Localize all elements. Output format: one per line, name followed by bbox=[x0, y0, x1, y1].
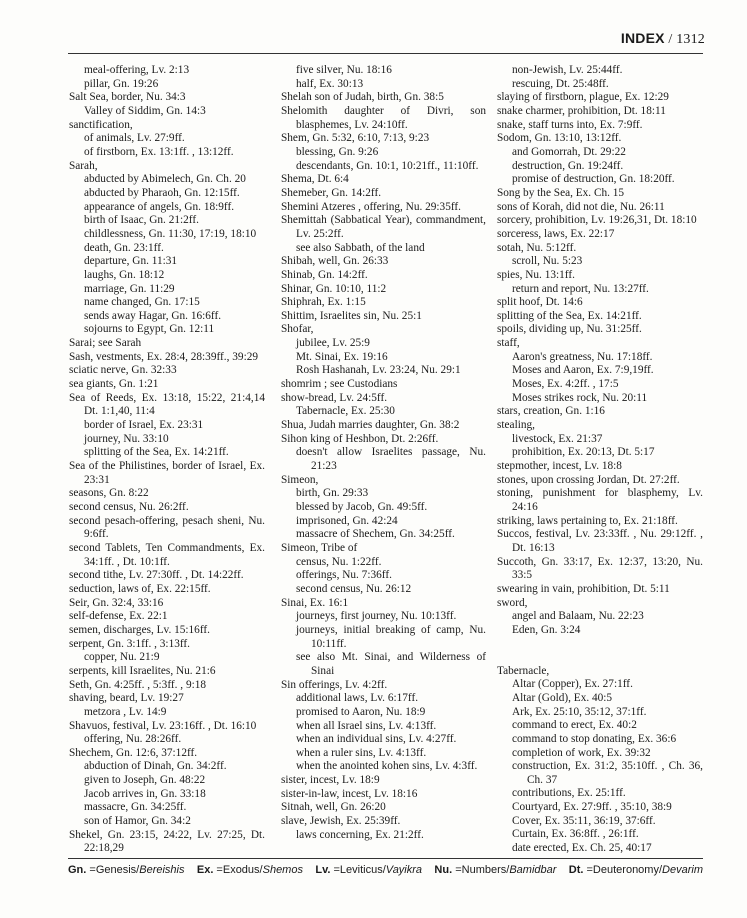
index-entry: Shibah, well, Gn. 26:33 bbox=[281, 255, 389, 268]
index-subentry: sends away Hagar, Gn. 16:6ff. bbox=[84, 309, 222, 322]
index-entry: Shinar, Gn. 10:10, 11:2 bbox=[281, 282, 387, 295]
index-subentry: half, Ex. 30:13 bbox=[296, 77, 364, 90]
index-subentry: when all Israel sins, Lv. 4:13ff. bbox=[296, 719, 437, 732]
index-entry: sotah, Nu. 5:12ff. bbox=[497, 241, 577, 254]
index-entry: sword, bbox=[497, 596, 528, 609]
legend-abbr: Gn. bbox=[68, 864, 87, 876]
legend-transliteration: Devarim bbox=[662, 864, 703, 876]
index-subentry: see also Sabbath, of the land bbox=[296, 241, 425, 254]
legend-transliteration: Shemos bbox=[262, 864, 303, 876]
legend-meaning: =Exodus/ bbox=[213, 864, 263, 876]
index-subentry: birth of Isaac, Gn. 21:2ff. bbox=[84, 214, 199, 227]
index-subentry: rescuing, Dt. 25:48ff. bbox=[512, 77, 609, 90]
index-subentry: offering, Nu. 28:26ff. bbox=[84, 733, 182, 746]
index-subentry: command to stop donating, Ex. 36:6 bbox=[512, 732, 677, 745]
index-subentry: meal-offering, Lv. 2:13 bbox=[84, 64, 190, 76]
index-entry: sister, incest, Lv. 18:9 bbox=[281, 774, 380, 787]
index-subentry: Eden, Gn. 3:24 bbox=[512, 623, 581, 636]
index-subentry: promise of destruction, Gn. 18:20ff. bbox=[512, 173, 675, 186]
index-entry: swearing in vain, prohibition, Dt. 5:11 bbox=[497, 582, 670, 595]
index-subentry: laws concerning, Ex. 21:2ff. bbox=[296, 828, 424, 841]
index-entry: stars, creation, Gn. 1:16 bbox=[497, 405, 605, 418]
index-entry: snake charmer, prohibition, Dt. 18:11 bbox=[497, 104, 666, 117]
index-entry: Shechem, Gn. 12:6, 37:12ff. bbox=[69, 746, 198, 759]
index-subentry: abduction of Dinah, Gn. 34:2ff. bbox=[84, 760, 227, 773]
index-subentry: marriage, Gn. 11:29 bbox=[84, 282, 175, 295]
index-subentry: Moses strikes rock, Nu. 20:11 bbox=[512, 391, 648, 404]
top-rule bbox=[68, 53, 703, 54]
index-entry: Shema, Dt. 6:4 bbox=[281, 173, 349, 186]
index-column-3 bbox=[497, 64, 703, 856]
index-subentry: see also Mt. Sinai, and Wilderness of Sinai bbox=[296, 651, 486, 677]
index-entry: sea giants, Gn. 1:21 bbox=[69, 378, 159, 391]
index-subentry: Moses, Ex. 4:2ff. , 17:5 bbox=[512, 378, 619, 391]
index-entry: self-defense, Ex. 22:1 bbox=[69, 610, 168, 623]
index-subentry: jubilee, Lv. 25:9 bbox=[296, 337, 370, 350]
index-subentry: border of Israel, Ex. 23:31 bbox=[84, 419, 204, 432]
index-entry: Shofar, bbox=[281, 323, 314, 336]
index-entry: sister-in-law, incest, Lv. 18:16 bbox=[281, 787, 418, 800]
index-subentry: doesn't allow Israelites passage, Nu. 21:23 bbox=[296, 446, 486, 473]
index-entry: Song by the Sea, Ex. Ch. 15 bbox=[497, 186, 625, 199]
index-entry: Sin offerings, Lv. 4:2ff. bbox=[281, 678, 388, 691]
index-subentry: command to erect, Ex. 40:2 bbox=[512, 719, 637, 732]
index-entry: Shemeber, Gn. 14:2ff. bbox=[281, 186, 382, 199]
index-subentry: appearance of angels, Gn. 18:9ff. bbox=[84, 200, 235, 213]
index-entry: split hoof, Dt. 14:6 bbox=[497, 296, 583, 309]
index-subentry: blessing, Gn. 9:26 bbox=[296, 145, 379, 158]
header-separator: / bbox=[664, 32, 677, 47]
index-column-2 bbox=[281, 64, 486, 842]
index-subentry: non-Jewish, Lv. 25:44ff. bbox=[512, 64, 623, 76]
index-entry: second tithe, Lv. 27:30ff. , Dt. 14:22ff. bbox=[69, 569, 244, 582]
index-entry: Sitnah, well, Gn. 26:20 bbox=[281, 801, 386, 814]
index-subentry: destruction, Gn. 19:24ff. bbox=[512, 159, 624, 172]
index-entry: Shinab, Gn. 14:2ff. bbox=[281, 268, 368, 281]
index-entry: seasons, Gn. 8:22 bbox=[69, 487, 149, 500]
index-subentry: blessed by Jacob, Gn. 49:5ff. bbox=[296, 501, 428, 513]
index-subentry: livestock, Ex. 21:37 bbox=[512, 432, 603, 445]
index-subentry: Ark, Ex. 25:10, 35:12, 37:1ff. bbox=[512, 705, 647, 718]
index-subentry: Aaron's greatness, Nu. 17:18ff. bbox=[512, 350, 653, 363]
index-subentry: son of Hamor, Gn. 34:2 bbox=[84, 815, 191, 828]
legend-transliteration: Bamidbar bbox=[509, 864, 557, 876]
index-entry: Shelomith daughter of Divri, son blasphemes, Lv. 24:10ff. bbox=[281, 104, 486, 131]
index-subentry: when a ruler sins, Lv. 4:13ff. bbox=[296, 746, 427, 759]
index-subentry: completion of work, Ex. 39:32 bbox=[512, 746, 651, 759]
index-subentry: Rosh Hashanah, Lv. 23:24, Nu. 29:1 bbox=[296, 364, 461, 377]
index-subentry: contributions, Ex. 25:1ff. bbox=[512, 787, 626, 800]
index-entry: splitting of the Sea, Ex. 14:21ff. bbox=[497, 309, 642, 322]
legend-meaning: =Deuteronomy/ bbox=[583, 864, 663, 876]
index-entry: Shemittah (Sabbatical Year), commandment, Lv. 25:2ff. bbox=[281, 214, 486, 240]
index-entry: show-bread, Lv. 24:5ff. bbox=[281, 391, 388, 404]
index-entry: Sodom, Gn. 13:10, 13:12ff. bbox=[497, 132, 622, 145]
legend-abbr: Lv. bbox=[315, 864, 331, 876]
index-subentry: scroll, Nu. 5:23 bbox=[512, 255, 583, 268]
index-entry: Seir, Gn. 32:4, 33:16 bbox=[69, 596, 164, 609]
index-subentry: Altar (Copper), Ex. 27:1ff. bbox=[512, 678, 633, 691]
index-entry: stones, upon crossing Jordan, Dt. 27:2ff. bbox=[497, 473, 680, 486]
index-subentry: metzora , Lv. 14:9 bbox=[84, 705, 167, 718]
index-entry: Succoth, Gn. 33:17, Ex. 12:37, 13:20, Nu. 33:5 bbox=[497, 555, 703, 582]
index-entry: seduction, laws of, Ex. 22:15ff. bbox=[69, 582, 211, 595]
legend-abbr: Nu. bbox=[434, 864, 453, 876]
index-entry: sanctification, bbox=[69, 118, 133, 131]
index-entry: spoils, dividing up, Nu. 31:25ff. bbox=[497, 323, 642, 336]
index-column-1 bbox=[69, 64, 265, 856]
index-entry: Shemini Atzeres , offering, Nu. 29:35ff. bbox=[281, 200, 461, 213]
index-subentry: departure, Gn. 11:31 bbox=[84, 255, 178, 268]
index-subentry: offerings, Nu. 7:36ff. bbox=[296, 569, 392, 582]
index-subentry: descendants, Gn. 10:1, 10:21ff., 11:10ff. bbox=[296, 159, 479, 172]
index-entry: second census, Nu. 26:2ff. bbox=[69, 501, 189, 513]
legend-item bbox=[197, 864, 303, 876]
index-entry: Seth, Gn. 4:25ff. , 5:3ff. , 9:18 bbox=[69, 678, 207, 691]
index-subentry: sojourns to Egypt, Gn. 12:11 bbox=[84, 323, 215, 336]
page-header bbox=[621, 30, 705, 48]
legend-transliteration: Vayikra bbox=[385, 864, 423, 876]
legend-transliteration: Bereishis bbox=[139, 864, 185, 876]
legend-abbr: Dt. bbox=[568, 864, 584, 876]
index-entry: slave, Jewish, Ex. 25:39ff. bbox=[281, 815, 401, 828]
index-label: INDEX bbox=[620, 30, 665, 46]
index-subentry: Curtain, Ex. 36:8ff. , 26:1ff. bbox=[512, 828, 639, 841]
index-entry: Sihon king of Heshbon, Dt. 2:26ff. bbox=[281, 432, 439, 445]
bottom-rule bbox=[68, 858, 703, 859]
abbreviation-legend bbox=[68, 864, 703, 876]
index-entry: Succos, festival, Lv. 23:33ff. , Nu. 29:12ff. , Dt. 16:13 bbox=[497, 528, 703, 554]
index-subentry: childlessness, Gn. 11:30, 17:19, 18:10 bbox=[84, 227, 257, 240]
legend-meaning: =Leviticus/ bbox=[330, 864, 386, 876]
index-entry: Sea of the Philistines, border of Israel, Ex. 23:31 bbox=[69, 460, 265, 486]
index-subentry: construction, Ex. 31:2, 35:10ff. , Ch. 36, Ch. 37 bbox=[512, 760, 703, 786]
index-subentry: journeys, first journey, Nu. 10:13ff. bbox=[296, 610, 457, 623]
index-entry: Shelah son of Judah, birth, Gn. 38:5 bbox=[281, 91, 444, 104]
index-subentry: journey, Nu. 33:10 bbox=[84, 432, 169, 445]
index-entry: Simeon, Tribe of bbox=[281, 541, 358, 554]
index-subentry: when an individual sins, Lv. 4:27ff. bbox=[296, 733, 457, 746]
index-entry: shomrim ; see Custodians bbox=[281, 378, 398, 391]
index-subentry: of animals, Lv. 27:9ff. bbox=[84, 132, 185, 145]
legend-item bbox=[315, 864, 422, 876]
index-entry: serpent, Gn. 3:1ff. , 3:13ff. bbox=[69, 637, 191, 650]
index-entry: sorceress, laws, Ex. 22:17 bbox=[497, 227, 615, 240]
index-entry: Sarah, bbox=[69, 159, 98, 172]
index-entry: second Tablets, Ten Commandments, Ex. 34:1ff. , Dt. 10:1ff. bbox=[69, 541, 265, 568]
index-entry: Sea of Reeds, Ex. 13:18, 15:22, 21:4,14 Dt. 1:1,40, 11:4 bbox=[69, 391, 265, 418]
page-number: 1312 bbox=[676, 32, 705, 47]
index-subentry: of firstborn, Ex. 13:1ff. , 13:12ff. bbox=[84, 145, 234, 158]
index-subentry: second census, Nu. 26:12 bbox=[296, 582, 412, 595]
index-entry: staff, bbox=[497, 337, 520, 350]
index-entry: Shekel, Gn. 23:15, 24:22, Lv. 27:25, Dt. 22:18,29 bbox=[69, 828, 265, 855]
index-entry: Shem, Gn. 5:32, 6:10, 7:13, 9:23 bbox=[281, 132, 430, 145]
index-entry: striking, laws pertaining to, Ex. 21:18ff. bbox=[497, 514, 678, 527]
index-entry: Shiphrah, Ex. 1:15 bbox=[281, 296, 366, 309]
index-subentry: five silver, Nu. 18:16 bbox=[296, 64, 392, 76]
index-entry: serpents, kill Israelites, Nu. 21:6 bbox=[69, 664, 216, 677]
index-entry: Shittim, Israelites sin, Nu. 25:1 bbox=[281, 309, 422, 322]
index-subentry: death, Gn. 23:1ff. bbox=[84, 241, 164, 254]
index-entry: stepmother, incest, Lv. 18:8 bbox=[497, 460, 622, 473]
index-subentry: birth, Gn. 29:33 bbox=[296, 487, 369, 500]
index-entry: slaying of firstborn, plague, Ex. 12:29 bbox=[497, 91, 669, 104]
index-entry: Sash, vestments, Ex. 28:4, 28:39ff., 39:29 bbox=[69, 350, 259, 363]
index-subentry: copper, Nu. 21:9 bbox=[84, 651, 160, 664]
index-entry: stealing, bbox=[497, 419, 535, 432]
index-subentry: Altar (Gold), Ex. 40:5 bbox=[512, 691, 613, 704]
index-subentry: Tabernacle, Ex. 25:30 bbox=[296, 405, 395, 418]
index-entry: Simeon, bbox=[281, 473, 319, 486]
index-entry: snake, staff turns into, Ex. 7:9ff. bbox=[497, 118, 643, 131]
legend-abbr: Ex. bbox=[196, 864, 214, 876]
index-subentry: given to Joseph, Gn. 48:22 bbox=[84, 774, 206, 787]
index-entry: Sarai; see Sarah bbox=[69, 337, 142, 350]
index-subentry: when the anointed kohen sins, Lv. 4:3ff. bbox=[296, 760, 478, 773]
legend-meaning: =Genesis/ bbox=[86, 864, 140, 876]
index-subentry: splitting of the Sea, Ex. 14:21ff. bbox=[84, 446, 229, 459]
index-subentry: abducted by Pharaoh, Gn. 12:15ff. bbox=[84, 186, 240, 199]
index-subentry: massacre, Gn. 34:25ff. bbox=[84, 801, 187, 814]
index-entry: stoning, punishment for blasphemy, Lv. 24:16 bbox=[497, 487, 703, 513]
index-entry: Salt Sea, border, Nu. 34:3 bbox=[69, 91, 186, 104]
index-subentry: name changed, Gn. 17:15 bbox=[84, 296, 200, 309]
index-entry: sciatic nerve, Gn. 32:33 bbox=[69, 364, 177, 377]
legend-item bbox=[569, 864, 703, 876]
legend-item bbox=[434, 864, 556, 876]
index-entry: Tabernacle, bbox=[497, 664, 550, 677]
index-subentry: Valley of Siddim, Gn. 14:3 bbox=[84, 104, 206, 117]
index-subentry: and Gomorrah, Dt. 29:22 bbox=[512, 145, 626, 158]
index-subentry: Mt. Sinai, Ex. 19:16 bbox=[296, 350, 388, 363]
index-subentry: imprisoned, Gn. 42:24 bbox=[296, 514, 398, 527]
index-entry: Sinai, Ex. 16:1 bbox=[281, 596, 349, 609]
index-subentry: Moses and Aaron, Ex. 7:9,19ff. bbox=[512, 364, 654, 377]
index-entry: semen, discharges, Lv. 15:16ff. bbox=[69, 623, 210, 636]
index-subentry: return and report, Nu. 13:27ff. bbox=[512, 282, 649, 295]
index-subentry: prohibition, Ex. 20:13, Dt. 5:17 bbox=[512, 446, 655, 459]
index-subentry: angel and Balaam, Nu. 22:23 bbox=[512, 610, 644, 623]
index-entry: spies, Nu. 13:1ff. bbox=[497, 268, 575, 281]
index-subentry: Courtyard, Ex. 27:9ff. , 35:10, 38:9 bbox=[512, 801, 672, 814]
index-subentry: additional laws, Lv. 6:17ff. bbox=[296, 692, 419, 705]
index-entry: Shavuos, festival, Lv. 23:16ff. , Dt. 16:10 bbox=[69, 719, 257, 732]
index-entry: second pesach-offering, pesach sheni, Nu. 9:6ff. bbox=[69, 514, 265, 541]
index-subentry: Cover, Ex. 35:11, 36:19, 37:6ff. bbox=[512, 814, 656, 827]
index-subentry: laughs, Gn. 18:12 bbox=[84, 268, 165, 281]
index-entry: sons of Korah, did not die, Nu. 26:11 bbox=[497, 200, 665, 213]
index-subentry: abducted by Abimelech, Gn. Ch. 20 bbox=[84, 173, 246, 186]
legend-item bbox=[68, 864, 184, 876]
index-entry: Shua, Judah marries daughter, Gn. 38:2 bbox=[281, 419, 460, 432]
index-entry: sorcery, prohibition, Lv. 19:26,31, Dt. 18:10 bbox=[497, 214, 697, 227]
index-subentry: massacre of Shechem, Gn. 34:25ff. bbox=[296, 528, 455, 541]
index-subentry: census, Nu. 1:22ff. bbox=[296, 555, 382, 568]
index-entry: shaving, beard, Lv. 19:27 bbox=[69, 692, 184, 705]
index-subentry: Jacob arrives in, Gn. 33:18 bbox=[84, 787, 206, 800]
index-subentry: promised to Aaron, Nu. 18:9 bbox=[296, 705, 426, 718]
index-subentry: journeys, initial breaking of camp, Nu. 10:11ff. bbox=[296, 623, 486, 650]
index-subentry: pillar, Gn. 19:26 bbox=[84, 77, 159, 90]
legend-meaning: =Numbers/ bbox=[452, 864, 510, 876]
index-subentry: date erected, Ex. Ch. 25, 40:17 bbox=[512, 842, 652, 855]
